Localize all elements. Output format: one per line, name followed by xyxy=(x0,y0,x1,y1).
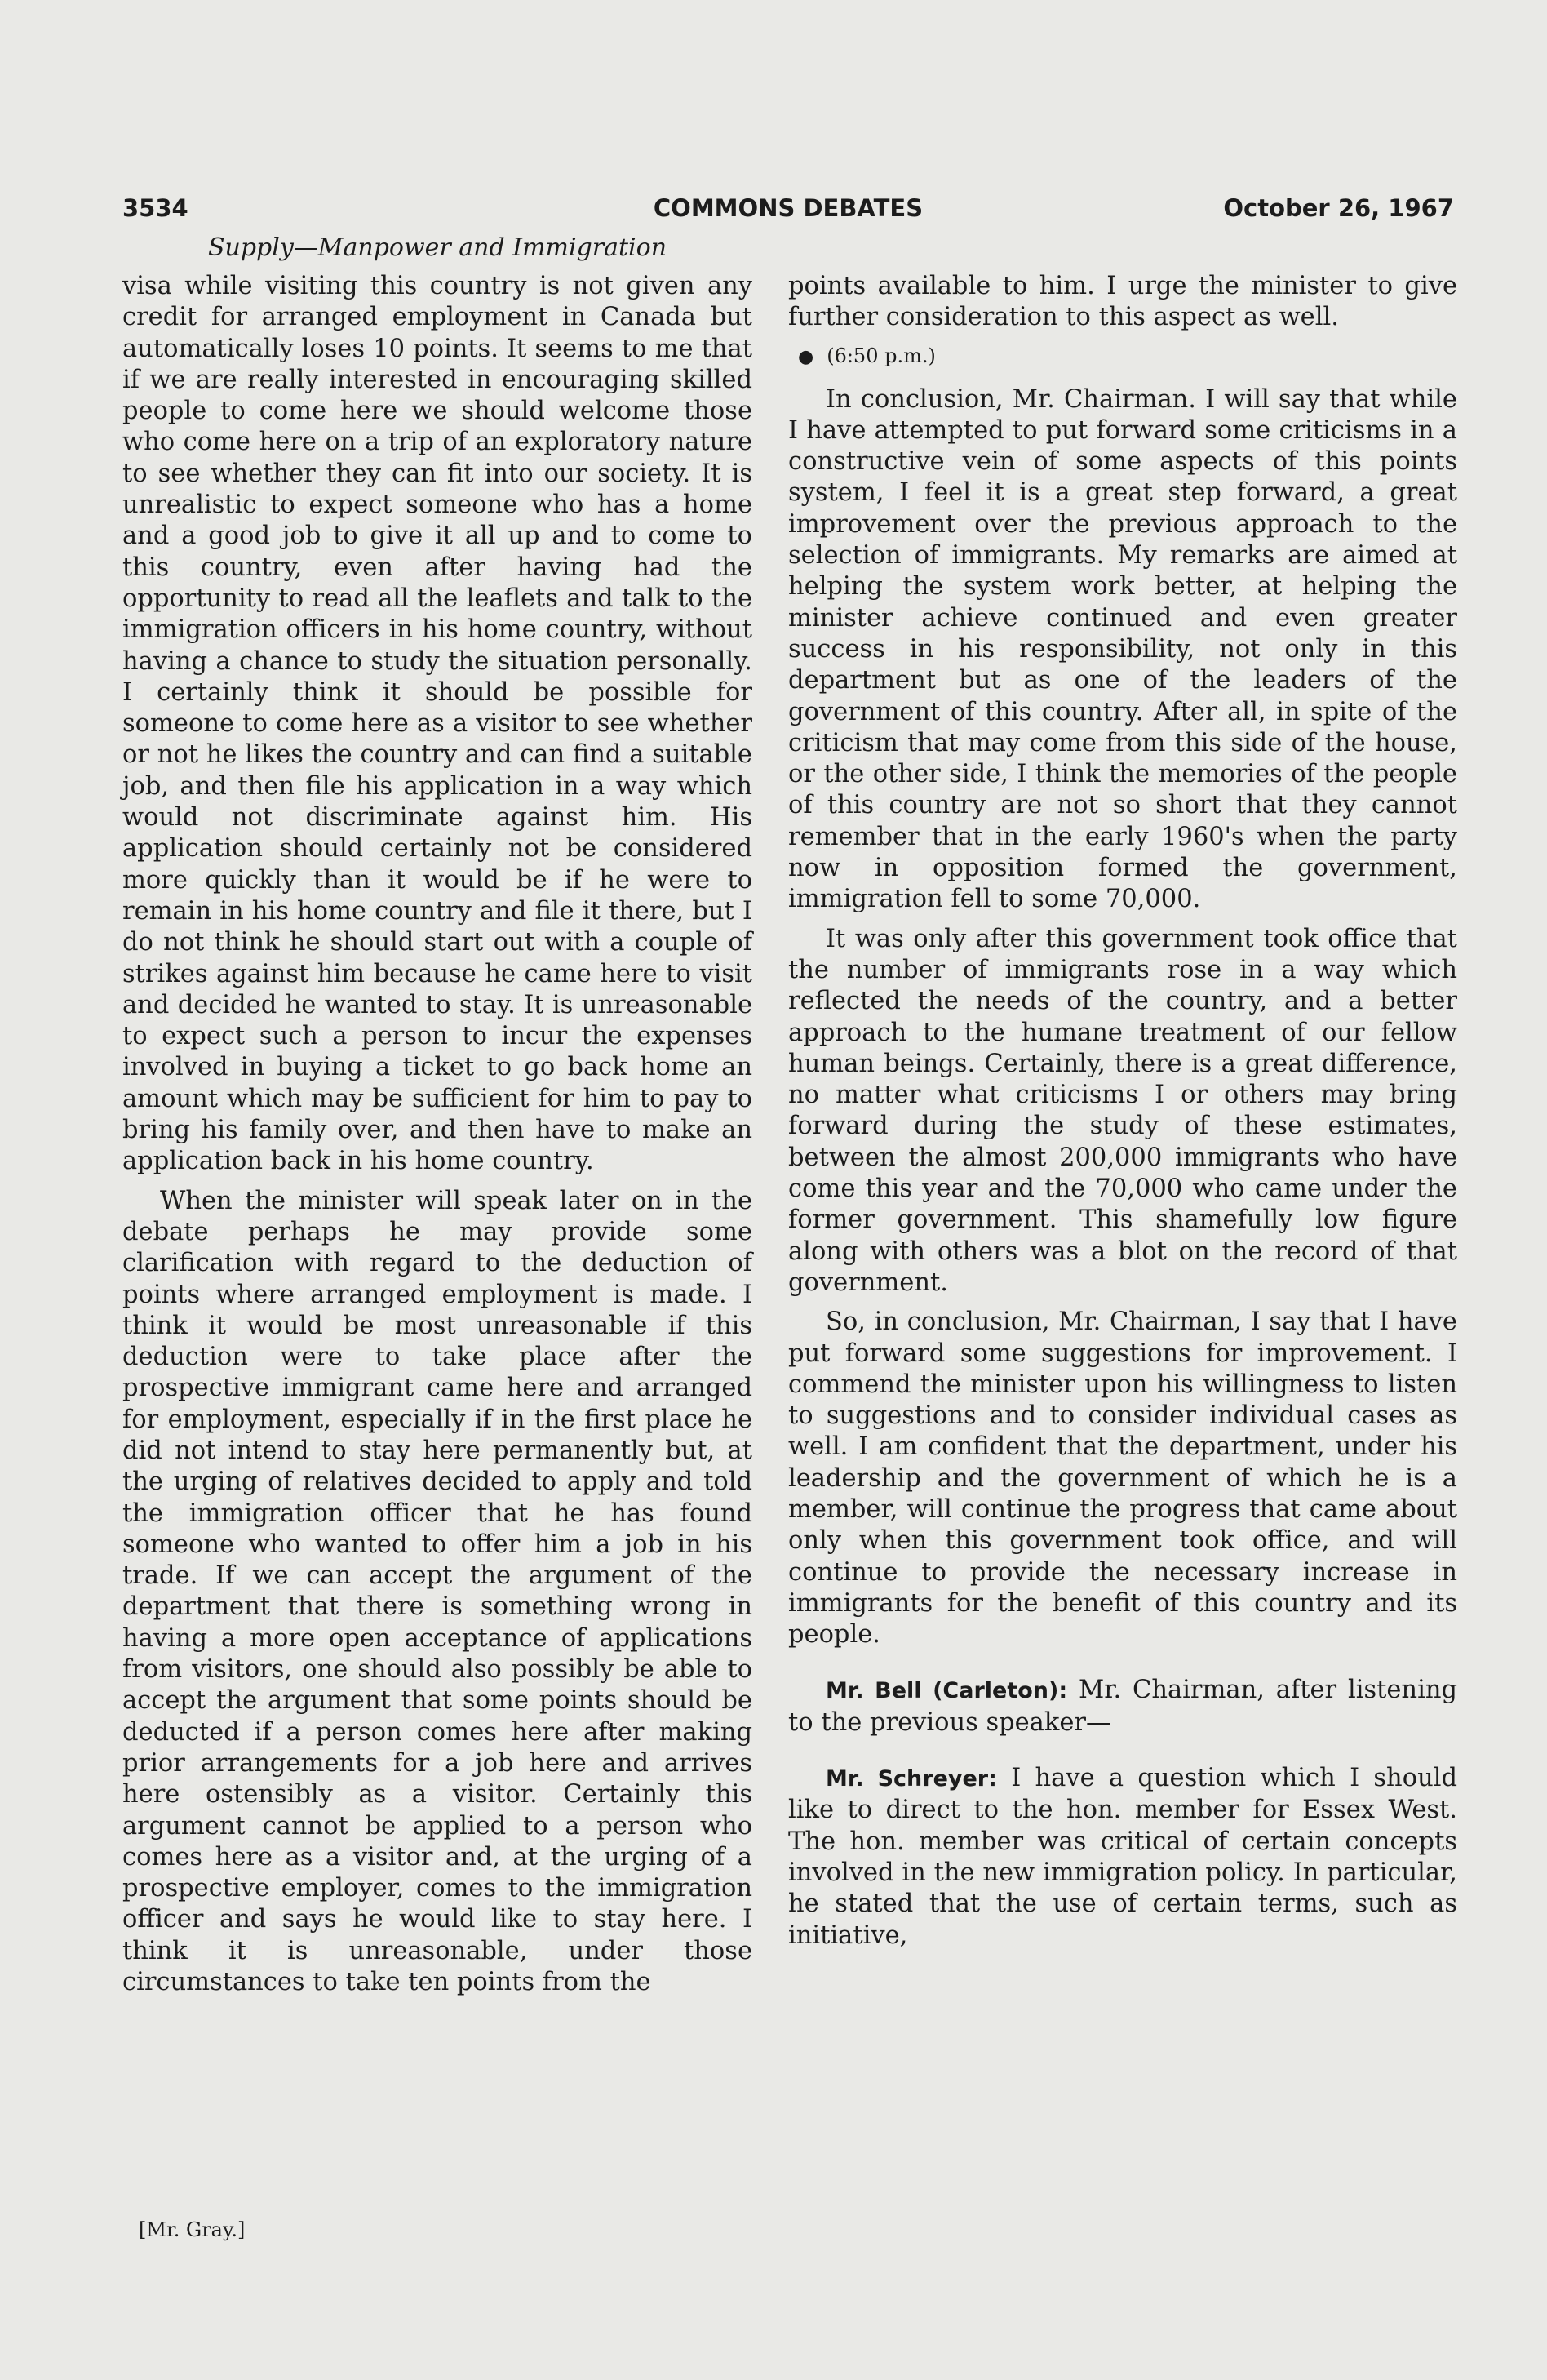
speaker-attribution: [Mr. Gray.] xyxy=(139,2218,246,2241)
speaker-name: Mr. Schreyer: xyxy=(826,1766,997,1792)
journal-title: COMMONS DEBATES xyxy=(653,194,924,222)
left-column xyxy=(122,271,752,2006)
paragraph: It was only after this government took office that the number of immigrants rose in a way which reflected the needs of the country, and a better approach to the humane treatment of our fellow human beings. Certainly, there is a great difference, no matter what criticisms I or others may bring forward during the study of these estimates, between the almost 200,000 immigrants who have come this year and the 70,000 who came under the former government. This shamefully low figure along with others was a blot on the record of that government. xyxy=(788,924,1457,1297)
page-number: 3534 xyxy=(122,194,188,222)
paragraph: points available to him. I urge the minister to give further consideration to this aspect as well. xyxy=(788,272,1457,332)
right-column xyxy=(788,271,1457,1960)
speech-text: Mr. Chairman, after listening to the previous speaker— xyxy=(788,1676,1457,1737)
speech-paragraph xyxy=(788,1675,1457,1738)
bullet-icon: ● xyxy=(798,346,814,367)
paragraph: When the minister will speak later on in the debate perhaps he may provide some clarification with regard to the deduction of points where arranged employment is made. I think it would be most unreasonable if this deduction were to take place after the prospective immigrant came here and arranged for employment, especially if in the first place he did not intend to stay here permanently but, at the urging of relatives decided to apply and told the immigration officer that he has found someone who wanted to offer him a job in his trade. If we can accept the argument of the department that there is something wrong in having a more open acceptance of applications from visitors, one should also possibly be able to accept the argument that some points should be deducted if a person comes here after making prior arrangements for a job here and arrives here ostensibly as a visitor. Certainly this argument cannot be applied to a person who comes here as a visitor and, at the urging of a prospective employer, comes to the immigration officer and says he would like to stay here. I think it is unreasonable, under those circumstances to take ten points from the xyxy=(122,1186,752,1997)
section-subheading: Supply—Manpower and Immigration xyxy=(207,233,667,262)
page-header xyxy=(122,194,1454,232)
paragraph: In conclusion, Mr. Chairman. I will say that while I have attempted to put forward some criticisms in a constructive vein of some aspects of this points system, I feel it is a great step forward, a great improvement over the previous approach to the selection of immigrants. My remarks are aimed at helping the system work better, at helping the minister achieve continued and even greater success in his responsibility, not only in this department but as one of the leaders of the government of this country. After all, in spite of the criticism that may come from this side of the house, or the other side, I think the memories of the people of this country are not so short that they cannot remember that in the early 1960's when the party now in opposition formed the government, immigration fell to some 70,000. xyxy=(788,384,1457,914)
speech-text: I have a question which I should like to direct to the hon. member for Essex West. The hon. member was critical of certain concepts involved in the new immigration policy. In particular, he stated that the use of certain terms, such as initiative, xyxy=(788,1764,1457,1950)
speech-paragraph xyxy=(788,1763,1457,1952)
timestamp-text: (6:50 p.m.) xyxy=(827,344,936,367)
page-date: October 26, 1967 xyxy=(1223,194,1454,222)
paragraph: So, in conclusion, Mr. Chairman, I say that I have put forward some suggestions for improvement. I commend the minister upon his willingness to listen to suggestions and to consider individual cases as well. I am confident that the department, under his leadership and the government of which he is a member, will continue the progress that came about only when this government took office, and will continue to provide the necessary increase in immigrants for the benefit of this country and its people. xyxy=(788,1308,1457,1650)
paragraph: visa while visiting this country is not given any credit for arranged employment in Canada but automatically loses 10 points. It seems to me that if we are really interested in encouraging skilled people to come here we should welcome those who come here on a trip of an exploratory nature to see whether they can fit into our society. It is unrealistic to expect someone who has a home and a good job to give it all up and to come to this country, even after having had the opportunity to read all the leaflets and talk to the immigration officers in his home country, without having a chance to study the situation personally. I certainly think it should be possible for someone to come here as a visitor to see whether or not he likes the country and can find a suitable job, and then file his application in a way which would not discriminate against him. His application should certainly not be considered more quickly than it would be if he were to remain in his home country and file it there, but I do not think he should start out with a couple of strikes against him because he came here to visit and decided he wanted to stay. It is unreasonable to expect such a person to incur the expenses involved in buying a ticket to go back home an amount which may be sufficient for him to pay to bring his family over, and then have to make an application back in his home country. xyxy=(122,272,752,1176)
speaker-name: Mr. Bell (Carleton): xyxy=(826,1678,1068,1704)
timestamp xyxy=(798,342,1457,371)
